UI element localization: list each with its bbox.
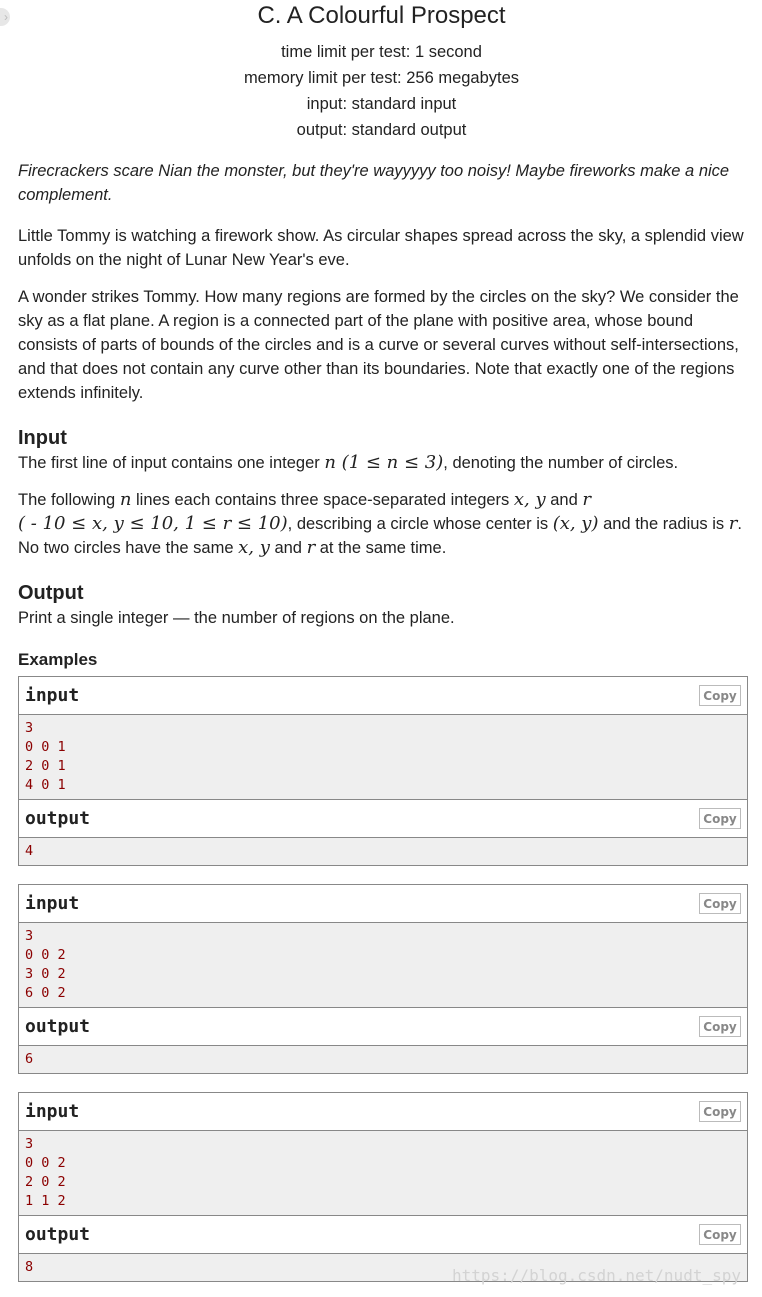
output-specification bbox=[18, 580, 745, 630]
input-p2-text-e: . bbox=[737, 515, 742, 533]
example-3-input-content[interactable]: 3 0 0 2 2 0 2 1 1 2 bbox=[19, 1131, 747, 1216]
example-1-input-label: input bbox=[25, 685, 80, 706]
input-p3-text-a: No two circles have the same bbox=[18, 539, 239, 557]
input-p3-r: r bbox=[306, 537, 316, 558]
memory-limit: memory limit per test: 256 megabytes bbox=[243, 69, 520, 87]
example-2-input-label: input bbox=[25, 893, 80, 914]
example-1-output-label: output bbox=[25, 808, 91, 829]
output-file: output: standard output bbox=[296, 121, 467, 139]
example-2-output-label: output bbox=[25, 1016, 91, 1037]
example-1-output-copy-button[interactable]: Copy bbox=[699, 808, 741, 829]
input-p3-vars: x, y bbox=[238, 537, 270, 558]
example-3-input-label: input bbox=[25, 1101, 80, 1122]
watermark: https://blog.csdn.net/nudt_spy bbox=[452, 1266, 741, 1285]
input-p2-center: (x, y) bbox=[552, 513, 599, 534]
input-p2-constraints: ( - 10 ≤ x, y ≤ 10, 1 ≤ r ≤ 10) bbox=[18, 513, 288, 534]
example-2-output-header bbox=[19, 1008, 747, 1046]
legend-paragraph-1: Little Tommy is watching a firework show. As circular shapes spread across the sky, a splendid view unfolds on the night of Lunar New Year's eve. bbox=[18, 227, 744, 269]
example-3-output-label: output bbox=[25, 1224, 91, 1245]
example-2-input-content[interactable]: 3 0 0 2 3 0 2 6 0 2 bbox=[19, 923, 747, 1008]
example-1 bbox=[18, 676, 748, 866]
input-section-title: Input bbox=[18, 427, 67, 449]
example-3-input-header bbox=[19, 1093, 747, 1131]
examples-title: Examples bbox=[18, 650, 98, 669]
example-1-output-content[interactable]: 4 bbox=[19, 838, 747, 865]
input-paragraph-3 bbox=[18, 536, 745, 560]
example-3-output-content[interactable]: 8 bbox=[19, 1254, 747, 1281]
example-1-input-copy-button[interactable]: Copy bbox=[699, 685, 741, 706]
input-p2-text-c: , describing a circle whose center is bbox=[287, 515, 553, 533]
example-2 bbox=[18, 884, 748, 1074]
input-paragraph-2 bbox=[18, 488, 745, 536]
input-p2-vars: x, y bbox=[513, 489, 546, 510]
output-paragraph: Print a single integer — the number of regions on the plane. bbox=[18, 609, 455, 627]
back-arrow-icon[interactable]: › bbox=[0, 8, 10, 26]
example-2-input-copy-button[interactable]: Copy bbox=[699, 893, 741, 914]
example-1-input-header bbox=[19, 677, 747, 715]
example-2-input-header bbox=[19, 885, 747, 923]
input-p2-text-b: lines each contains three space-separated integers bbox=[131, 491, 514, 509]
example-2-output-copy-button[interactable]: Copy bbox=[699, 1016, 741, 1037]
legend-paragraph-2: A wonder strikes Tommy. How many regions are formed by the circles on the sky? We consider the sky as a flat plane. A region is a connected part of the plane with positive area, whose bound consists of parts of bounds of the circles and is a curve or several curves without self-intersections, and that does not contain any curve other than its boundaries. Note that exactly one of the regions extends infinitely. bbox=[18, 288, 739, 402]
input-p2-text-a: The following bbox=[18, 491, 120, 509]
problem-header bbox=[18, 0, 745, 143]
input-p2-and: and bbox=[545, 491, 583, 509]
example-3-output-copy-button[interactable]: Copy bbox=[699, 1224, 741, 1245]
input-specification bbox=[18, 425, 745, 560]
time-limit: time limit per test: 1 second bbox=[281, 43, 482, 61]
legend bbox=[18, 159, 745, 207]
example-3-output-header bbox=[19, 1216, 747, 1254]
input-p2-r2: r bbox=[728, 513, 738, 534]
input-p1-math: n (1 ≤ n ≤ 3) bbox=[324, 452, 444, 473]
input-file: input: standard input bbox=[306, 95, 457, 113]
legend-quote: Firecrackers scare Nian the monster, but they're wayyyyy too noisy! Maybe fireworks make a nice complement. bbox=[18, 162, 730, 204]
example-1-output-header bbox=[19, 800, 747, 838]
input-p3-text-b: at the same time. bbox=[315, 539, 447, 557]
input-p2-r: r bbox=[582, 489, 591, 510]
problem-title: C. A Colourful Prospect bbox=[257, 2, 506, 29]
input-p2-n: n bbox=[119, 489, 132, 510]
example-2-output-content[interactable]: 6 bbox=[19, 1046, 747, 1073]
output-section-title: Output bbox=[18, 582, 84, 604]
example-1-input-content[interactable]: 3 0 0 1 2 0 1 4 0 1 bbox=[19, 715, 747, 800]
input-p2-text-d: and the radius is bbox=[598, 515, 729, 533]
example-3 bbox=[18, 1092, 748, 1282]
input-p3-and: and bbox=[269, 539, 307, 557]
input-p1-text-b: , denoting the number of circles. bbox=[443, 454, 679, 472]
input-p1-text-a: The first line of input contains one integer bbox=[18, 454, 325, 472]
input-paragraph-1 bbox=[18, 451, 745, 475]
example-3-input-copy-button[interactable]: Copy bbox=[699, 1101, 741, 1122]
